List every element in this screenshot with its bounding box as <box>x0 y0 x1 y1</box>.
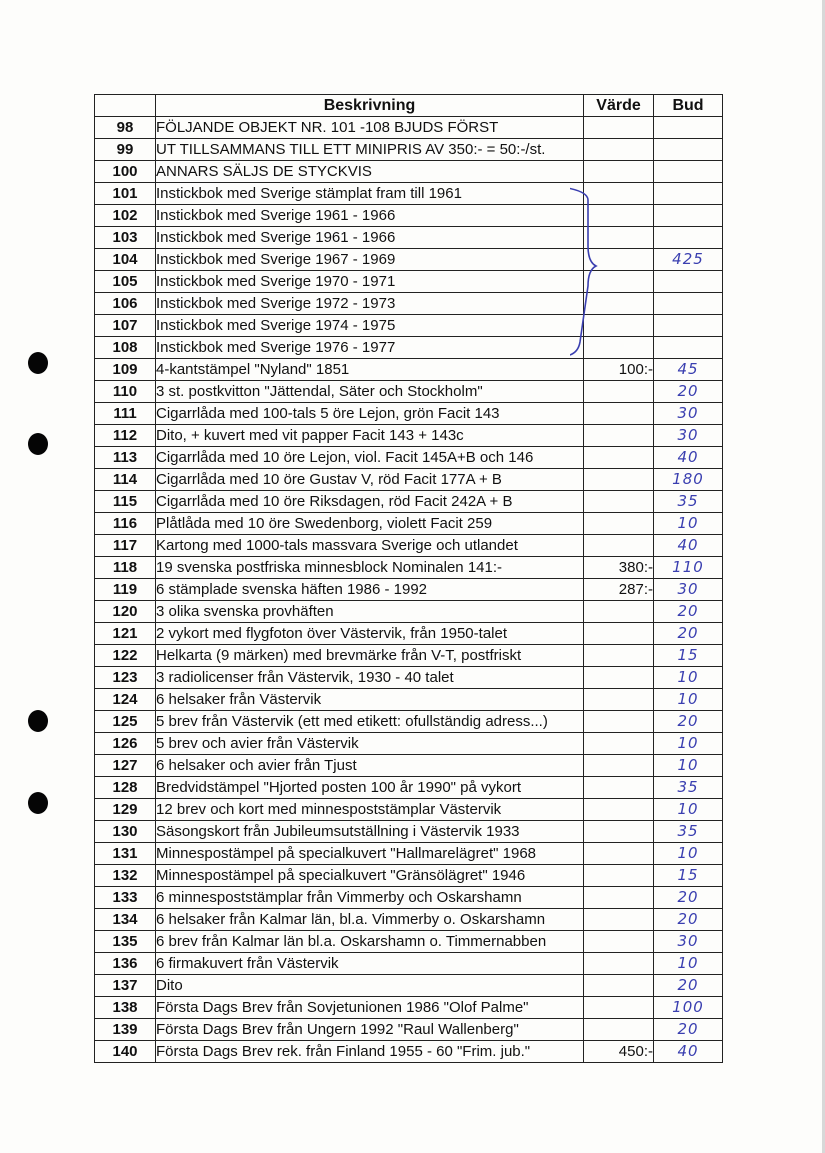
table-row <box>95 249 723 271</box>
lot-value <box>584 689 654 711</box>
lot-description: Dito, + kuvert med vit papper Facit 143 + 143c <box>156 425 584 447</box>
lot-bid: 15 <box>654 865 723 887</box>
lot-bid: 35 <box>654 491 723 513</box>
lot-number: 119 <box>95 579 156 601</box>
table-row <box>95 755 723 777</box>
lot-number: 121 <box>95 623 156 645</box>
lot-value <box>584 733 654 755</box>
lot-value <box>584 117 654 139</box>
lot-value <box>584 403 654 425</box>
lot-description: Instickbok med Sverige 1961 - 1966 <box>156 205 584 227</box>
lot-bid: 20 <box>654 1019 723 1041</box>
lot-description: Kartong med 1000-tals massvara Sverige och utlandet <box>156 535 584 557</box>
table-row <box>95 557 723 579</box>
lot-bid <box>654 161 723 183</box>
lot-number: 101 <box>95 183 156 205</box>
lot-bid: 100 <box>654 997 723 1019</box>
table-row <box>95 139 723 161</box>
lot-value: 100:- <box>584 359 654 381</box>
lot-value <box>584 931 654 953</box>
lot-bid: 425 <box>654 249 723 271</box>
lot-number: 135 <box>95 931 156 953</box>
lot-number: 139 <box>95 1019 156 1041</box>
lot-bid: 10 <box>654 733 723 755</box>
lot-number: 124 <box>95 689 156 711</box>
lot-description: 6 helsaker och avier från Tjust <box>156 755 584 777</box>
lot-description: Säsongskort från Jubileumsutställning i Västervik 1933 <box>156 821 584 843</box>
header-description: Beskrivning <box>156 95 584 117</box>
lot-value <box>584 491 654 513</box>
lot-number: 136 <box>95 953 156 975</box>
lot-value <box>584 469 654 491</box>
table-row <box>95 513 723 535</box>
table-row <box>95 161 723 183</box>
lot-number: 102 <box>95 205 156 227</box>
header-value: Värde <box>584 95 654 117</box>
lot-value <box>584 425 654 447</box>
lot-description: Minnespostämpel på specialkuvert "Gränsölägret" 1946 <box>156 865 584 887</box>
lot-description: Första Dags Brev rek. från Finland 1955 - 60 "Frim. jub." <box>156 1041 584 1063</box>
lot-bid: 10 <box>654 689 723 711</box>
lot-number: 133 <box>95 887 156 909</box>
lot-bid: 35 <box>654 777 723 799</box>
table-row <box>95 733 723 755</box>
lot-description: 6 stämplade svenska häften 1986 - 1992 <box>156 579 584 601</box>
lot-value <box>584 865 654 887</box>
lot-description: Cigarrlåda med 10 öre Riksdagen, röd Facit 242A + B <box>156 491 584 513</box>
lot-value <box>584 711 654 733</box>
lot-description: Instickbok med Sverige 1970 - 1971 <box>156 271 584 293</box>
lot-description: Instickbok med Sverige 1976 - 1977 <box>156 337 584 359</box>
lot-bid <box>654 315 723 337</box>
lot-value <box>584 623 654 645</box>
table-row <box>95 601 723 623</box>
lot-bid: 20 <box>654 381 723 403</box>
lot-number: 140 <box>95 1041 156 1063</box>
lot-description: Minnespostämpel på specialkuvert "Hallmarelägret" 1968 <box>156 843 584 865</box>
lot-number: 123 <box>95 667 156 689</box>
lot-value <box>584 755 654 777</box>
lot-value <box>584 1019 654 1041</box>
lot-bid: 30 <box>654 425 723 447</box>
lot-bid: 110 <box>654 557 723 579</box>
lot-description: Dito <box>156 975 584 997</box>
lot-value <box>584 887 654 909</box>
lot-bid: 30 <box>654 403 723 425</box>
table-row <box>95 227 723 249</box>
lot-number: 98 <box>95 117 156 139</box>
lot-number: 118 <box>95 557 156 579</box>
lot-value <box>584 843 654 865</box>
lot-description: Instickbok med Sverige stämplat fram till 1961 <box>156 183 584 205</box>
table-row <box>95 403 723 425</box>
lot-bid: 10 <box>654 513 723 535</box>
lot-bid: 30 <box>654 579 723 601</box>
lot-value <box>584 139 654 161</box>
lot-bid <box>654 293 723 315</box>
lot-number: 109 <box>95 359 156 381</box>
lot-number: 127 <box>95 755 156 777</box>
table-row <box>95 997 723 1019</box>
lot-description: Cigarrlåda med 10 öre Gustav V, röd Facit 177A + B <box>156 469 584 491</box>
punch-hole-2 <box>28 433 48 455</box>
lot-bid: 10 <box>654 755 723 777</box>
table-row <box>95 315 723 337</box>
lot-bid: 45 <box>654 359 723 381</box>
lot-bid: 30 <box>654 931 723 953</box>
lot-description: Instickbok med Sverige 1961 - 1966 <box>156 227 584 249</box>
table-row <box>95 799 723 821</box>
table-row <box>95 293 723 315</box>
lot-description: 2 vykort med flygfoton över Västervik, från 1950-talet <box>156 623 584 645</box>
lot-description: UT TILLSAMMANS TILL ETT MINIPRIS AV 350:- = 50:-/st. <box>156 139 584 161</box>
table-row <box>95 821 723 843</box>
lot-bid: 40 <box>654 535 723 557</box>
lot-value: 450:- <box>584 1041 654 1063</box>
lot-value <box>584 381 654 403</box>
table-row <box>95 469 723 491</box>
lot-description: Instickbok med Sverige 1972 - 1973 <box>156 293 584 315</box>
table-row <box>95 689 723 711</box>
lot-number: 112 <box>95 425 156 447</box>
lot-number: 116 <box>95 513 156 535</box>
lot-value <box>584 447 654 469</box>
lot-number: 122 <box>95 645 156 667</box>
table-row <box>95 645 723 667</box>
lot-description: Första Dags Brev från Sovjetunionen 1986 "Olof Palme" <box>156 997 584 1019</box>
lot-description: 6 minnespoststämplar från Vimmerby och Oskarshamn <box>156 887 584 909</box>
lot-bid: 20 <box>654 711 723 733</box>
table-row <box>95 117 723 139</box>
lot-bid: 35 <box>654 821 723 843</box>
lot-description: Instickbok med Sverige 1974 - 1975 <box>156 315 584 337</box>
table-row <box>95 887 723 909</box>
lot-number: 108 <box>95 337 156 359</box>
lot-description: 19 svenska postfriska minnesblock Nominalen 141:- <box>156 557 584 579</box>
table-row <box>95 205 723 227</box>
lot-number: 126 <box>95 733 156 755</box>
lot-description: Instickbok med Sverige 1967 - 1969 <box>156 249 584 271</box>
table-row <box>95 183 723 205</box>
lot-number: 132 <box>95 865 156 887</box>
lot-description: 6 helsaker från Västervik <box>156 689 584 711</box>
handwritten-brace <box>570 180 610 360</box>
lot-bid: 10 <box>654 667 723 689</box>
header-row <box>95 95 723 117</box>
lot-number: 104 <box>95 249 156 271</box>
punch-hole-3 <box>28 710 48 732</box>
lot-number: 105 <box>95 271 156 293</box>
lot-description: 6 helsaker från Kalmar län, bl.a. Vimmerby o. Oskarshamn <box>156 909 584 931</box>
lot-bid <box>654 227 723 249</box>
lot-bid: 20 <box>654 887 723 909</box>
lot-value <box>584 601 654 623</box>
lot-description: 12 brev och kort med minnespoststämplar Västervik <box>156 799 584 821</box>
lot-number: 125 <box>95 711 156 733</box>
lot-number: 120 <box>95 601 156 623</box>
lot-number: 117 <box>95 535 156 557</box>
lot-bid: 20 <box>654 601 723 623</box>
lot-description: 3 olika svenska provhäften <box>156 601 584 623</box>
table-row <box>95 535 723 557</box>
table-row <box>95 579 723 601</box>
table-row <box>95 271 723 293</box>
table-row <box>95 1019 723 1041</box>
lot-bid: 40 <box>654 447 723 469</box>
table-row <box>95 623 723 645</box>
lot-description: 3 radiolicenser från Västervik, 1930 - 40 talet <box>156 667 584 689</box>
lot-description: FÖLJANDE OBJEKT NR. 101 -108 BJUDS FÖRST <box>156 117 584 139</box>
lot-bid: 15 <box>654 645 723 667</box>
lot-number: 103 <box>95 227 156 249</box>
lot-value: 380:- <box>584 557 654 579</box>
lot-description: Cigarrlåda med 100-tals 5 öre Lejon, grön Facit 143 <box>156 403 584 425</box>
lot-number: 114 <box>95 469 156 491</box>
lot-number: 137 <box>95 975 156 997</box>
lot-value <box>584 667 654 689</box>
auction-lot-table <box>94 94 723 1063</box>
header-lot-number <box>95 95 156 117</box>
lot-value <box>584 975 654 997</box>
lot-value: 287:- <box>584 579 654 601</box>
table-row <box>95 711 723 733</box>
lot-description: ANNARS SÄLJS DE STYCKVIS <box>156 161 584 183</box>
lot-bid <box>654 139 723 161</box>
lot-number: 99 <box>95 139 156 161</box>
table-row <box>95 865 723 887</box>
lot-bid: 20 <box>654 909 723 931</box>
lot-number: 100 <box>95 161 156 183</box>
table-row <box>95 931 723 953</box>
lot-description: 6 brev från Kalmar län bl.a. Oskarshamn o. Timmernabben <box>156 931 584 953</box>
lot-value <box>584 909 654 931</box>
table-row <box>95 953 723 975</box>
lot-number: 134 <box>95 909 156 931</box>
lot-bid: 180 <box>654 469 723 491</box>
lot-value <box>584 953 654 975</box>
lot-bid: 10 <box>654 799 723 821</box>
table-row <box>95 843 723 865</box>
lot-number: 107 <box>95 315 156 337</box>
table-row <box>95 975 723 997</box>
lot-bid: 10 <box>654 953 723 975</box>
lot-description: 4-kantstämpel "Nyland" 1851 <box>156 359 584 381</box>
lot-value <box>584 535 654 557</box>
lot-number: 129 <box>95 799 156 821</box>
lot-bid <box>654 337 723 359</box>
lot-number: 130 <box>95 821 156 843</box>
lot-number: 128 <box>95 777 156 799</box>
lot-bid <box>654 183 723 205</box>
table-row <box>95 777 723 799</box>
lot-number: 115 <box>95 491 156 513</box>
lot-description: 5 brev och avier från Västervik <box>156 733 584 755</box>
lot-number: 131 <box>95 843 156 865</box>
table-row <box>95 337 723 359</box>
lot-number: 111 <box>95 403 156 425</box>
lot-description: 3 st. postkvitton "Jättendal, Säter och Stockholm" <box>156 381 584 403</box>
lot-bid <box>654 271 723 293</box>
lot-bid <box>654 205 723 227</box>
lot-description: Cigarrlåda med 10 öre Lejon, viol. Facit 145A+B och 146 <box>156 447 584 469</box>
lot-description: Bredvidstämpel "Hjorted posten 100 år 1990" på vykort <box>156 777 584 799</box>
lot-description: 5 brev från Västervik (ett med etikett: ofullständig adress...) <box>156 711 584 733</box>
lot-bid <box>654 117 723 139</box>
punch-hole-4 <box>28 792 48 814</box>
lot-value <box>584 821 654 843</box>
table-row <box>95 447 723 469</box>
table-row <box>95 491 723 513</box>
lot-value <box>584 777 654 799</box>
lot-number: 138 <box>95 997 156 1019</box>
lot-description: Plåtlåda med 10 öre Swedenborg, violett Facit 259 <box>156 513 584 535</box>
table-row <box>95 425 723 447</box>
lot-value <box>584 645 654 667</box>
punch-hole-1 <box>28 352 48 374</box>
lot-bid: 20 <box>654 975 723 997</box>
table-row <box>95 359 723 381</box>
lot-value <box>584 799 654 821</box>
lot-description: 6 firmakuvert från Västervik <box>156 953 584 975</box>
lot-bid: 10 <box>654 843 723 865</box>
header-bid: Bud <box>654 95 723 117</box>
table-row <box>95 381 723 403</box>
lot-value <box>584 997 654 1019</box>
lot-number: 110 <box>95 381 156 403</box>
table-row <box>95 909 723 931</box>
lot-number: 113 <box>95 447 156 469</box>
lot-description: Helkarta (9 märken) med brevmärke från V-T, postfriskt <box>156 645 584 667</box>
lot-value <box>584 513 654 535</box>
lot-number: 106 <box>95 293 156 315</box>
lot-bid: 20 <box>654 623 723 645</box>
lot-description: Första Dags Brev från Ungern 1992 "Raul Wallenberg" <box>156 1019 584 1041</box>
table-row <box>95 1041 723 1063</box>
table-row <box>95 667 723 689</box>
lot-bid: 40 <box>654 1041 723 1063</box>
